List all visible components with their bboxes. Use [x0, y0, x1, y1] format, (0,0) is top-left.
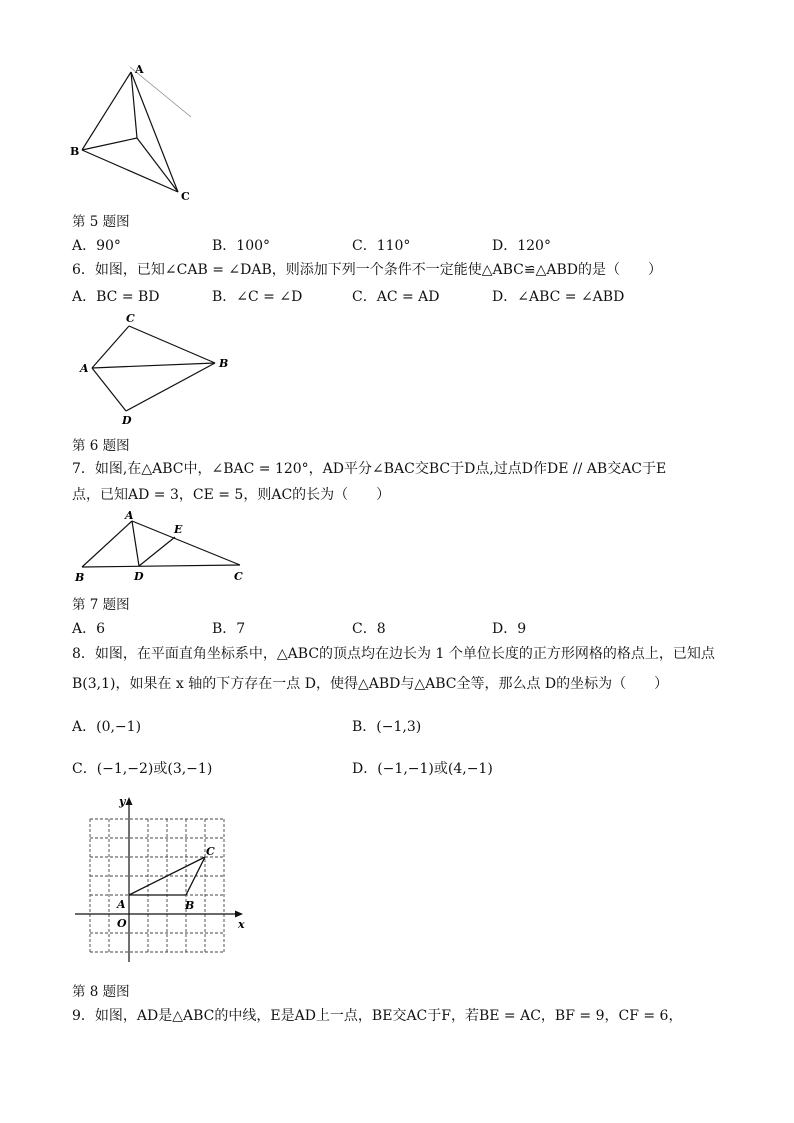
q8-option-b: B．(−1,3): [352, 719, 422, 735]
q8-label-o: O: [117, 917, 127, 930]
q7-label-b: B: [75, 571, 85, 584]
q8-label-y: y: [119, 795, 126, 808]
q6-label-a: A: [80, 362, 89, 375]
q6-text: 6．如图，已知∠CAB = ∠DAB，则添加下列一个条件不一定能使△ABC≌△ABD的是（ ）: [72, 262, 662, 278]
q6-option-a: A．BC = BD: [72, 289, 160, 305]
q7-label-d: D: [134, 570, 144, 583]
q8-option-c: C．(−1,−2)或(3,−1): [72, 761, 213, 777]
q8-option-d: D．(−1,−1)或(4,−1): [352, 761, 493, 777]
q9-line1: 9．如图，AD是△ABC的中线，E是AD上一点，BE交AC于F，若BE = AC，BF = 9，CF = 6，: [72, 1008, 683, 1024]
q6-label-c: C: [126, 312, 135, 325]
q7-option-b: B．7: [212, 621, 246, 637]
q8-caption: 第 8 题图: [72, 984, 130, 1000]
q5-option-c: C．110°: [352, 238, 411, 254]
q7-label-e: E: [174, 523, 183, 536]
q8-figure: [70, 792, 250, 972]
q7-label-c: C: [234, 570, 243, 583]
q5-option-a: A．90°: [72, 238, 121, 254]
q8-line2: B(3,1)，如果在 x 轴的下方存在一点 D，使得△ABD与△ABC全等，那么点 D的坐标为（ ）: [72, 676, 669, 692]
q5-caption: 第 5 题图: [72, 214, 130, 230]
q5-label-a: A: [135, 63, 144, 76]
q5-option-b: B．100°: [212, 238, 271, 254]
q7-label-a: A: [125, 509, 134, 522]
q7-option-d: D．9: [492, 621, 527, 637]
q6-option-d: D．∠ABC = ∠ABD: [492, 289, 625, 305]
q7-option-c: C．8: [352, 621, 386, 637]
q8-option-a: A．(0,−1): [72, 719, 142, 735]
q8-label-x: x: [238, 918, 245, 931]
q8-label-c: C: [206, 845, 215, 858]
q8-label-a: A: [117, 898, 126, 911]
q7-line2: 点，已知AD = 3，CE = 5，则AC的长为（ ）: [72, 487, 391, 503]
q5-figure: [60, 55, 210, 210]
q6-caption: 第 6 题图: [72, 438, 130, 454]
q7-option-a: A．6: [72, 621, 106, 637]
q7-line1: 7．如图,在△ABC中，∠BAC = 120°，AD平分∠BAC交BC于D点,过点D作DE // AB交AC于E: [72, 461, 667, 477]
q6-option-b: B．∠C = ∠D: [212, 289, 303, 305]
q6-label-d: D: [122, 414, 132, 427]
q5-label-b: B: [70, 145, 80, 158]
q5-option-d: D．120°: [492, 238, 551, 254]
q8-line1: 8．如图，在平面直角坐标系中，△ABC的顶点均在边长为 1 个单位长度的正方形网格的格点上，已知点: [72, 646, 715, 662]
q7-caption: 第 7 题图: [72, 597, 130, 613]
q6-figure: [72, 308, 242, 433]
q8-label-b: B: [185, 899, 195, 912]
q6-option-c: C．AC = AD: [352, 289, 440, 305]
q5-label-c: C: [181, 190, 190, 203]
q6-label-b: B: [219, 357, 229, 370]
q7-figure: [72, 508, 252, 588]
